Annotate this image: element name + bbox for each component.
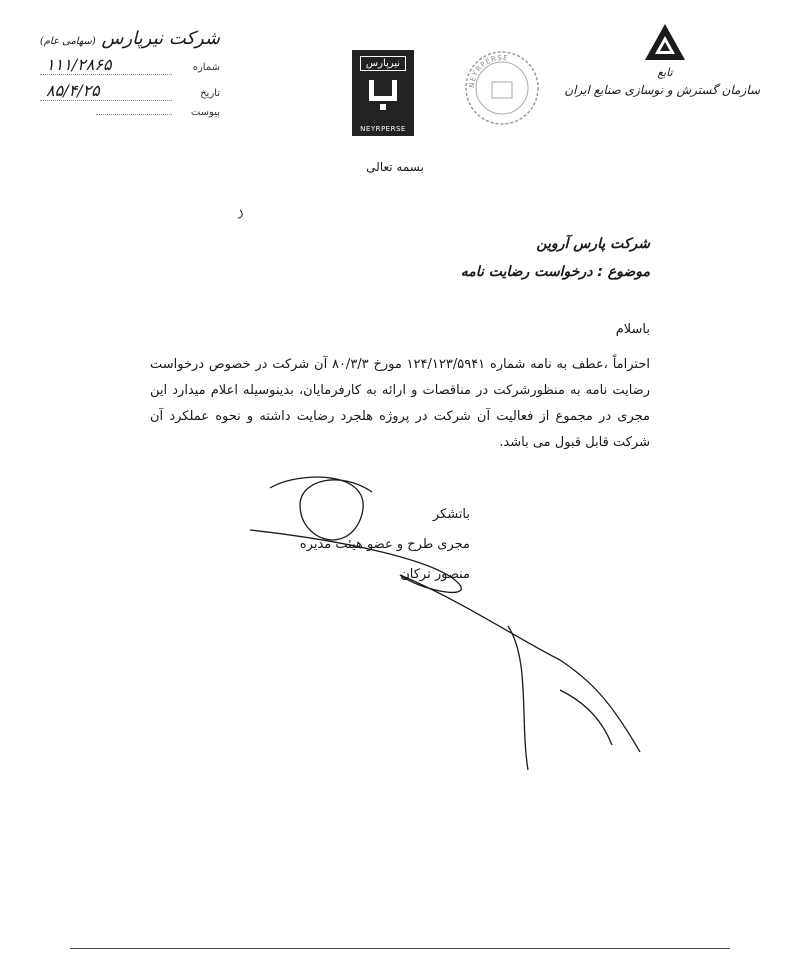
company-note: (سهامی عام) bbox=[39, 36, 96, 47]
bismillah: بسمه تعالی bbox=[366, 160, 424, 174]
recipient: شرکت پارس آروین bbox=[536, 236, 650, 252]
signatory-title: مجری طرح و عضو هیئت مدیره bbox=[299, 537, 470, 552]
number-row bbox=[40, 55, 220, 81]
company-stamp-icon bbox=[462, 48, 542, 128]
attachment-row bbox=[40, 107, 220, 133]
company-logo bbox=[352, 50, 414, 136]
organization-name: سازمان گسترش و نوسازی صنایع ایران bbox=[564, 83, 760, 97]
logo-mark-icon bbox=[366, 74, 400, 114]
closing-block bbox=[300, 500, 470, 590]
greeting: باسلام bbox=[615, 322, 650, 337]
number-label: شماره bbox=[192, 62, 220, 73]
attachment-label: پیوست bbox=[190, 107, 220, 118]
company-name-script bbox=[40, 28, 220, 49]
closing-thanks: باتشکر bbox=[432, 507, 470, 522]
attachment-value bbox=[96, 114, 172, 115]
date-row bbox=[40, 81, 220, 107]
signatory-name: منصور ترکان bbox=[400, 567, 470, 582]
organization-prefix: تابع bbox=[657, 66, 673, 79]
letter-body: احتراماً ،عطف به نامه شماره ۱۲۴/۱۲۳/۵۹۴۱ مورخ ۸۰/۳/۳ آن شرکت در خصوص درخواست رضایت نامه به منظورشرکت در مناقصات و ارائه به کارفرمایان، بدینوسیله اعلام میدارد این مجری در مجموع از فعالیت آن شرکت در پروژه هلجرد رضایت داشته و نحوه عملکرد آن شرکت قابل قبول می باشد. bbox=[150, 357, 650, 450]
stamp-text: NEYRPERSE bbox=[467, 53, 510, 89]
footer-divider bbox=[70, 948, 730, 949]
date-value: ۸۵/۴/۲۵ bbox=[40, 81, 172, 101]
logo-brand: NEYRPERSE bbox=[360, 125, 406, 133]
parent-organization bbox=[564, 22, 760, 97]
reference-block bbox=[40, 28, 220, 133]
company-name: شرکت نیرپارس bbox=[101, 28, 220, 49]
date-label: تاریخ bbox=[200, 88, 220, 99]
logo-top-text: نیرپارس bbox=[360, 56, 406, 71]
number-value: ۱۱۱/۲۸۶۵ bbox=[40, 55, 172, 75]
subject-line: موضوع : درخواست رضایت نامه bbox=[460, 264, 650, 280]
organization-triangle-icon bbox=[643, 22, 687, 62]
svg-text:NEYRPERSE bbox=[468, 54, 509, 88]
